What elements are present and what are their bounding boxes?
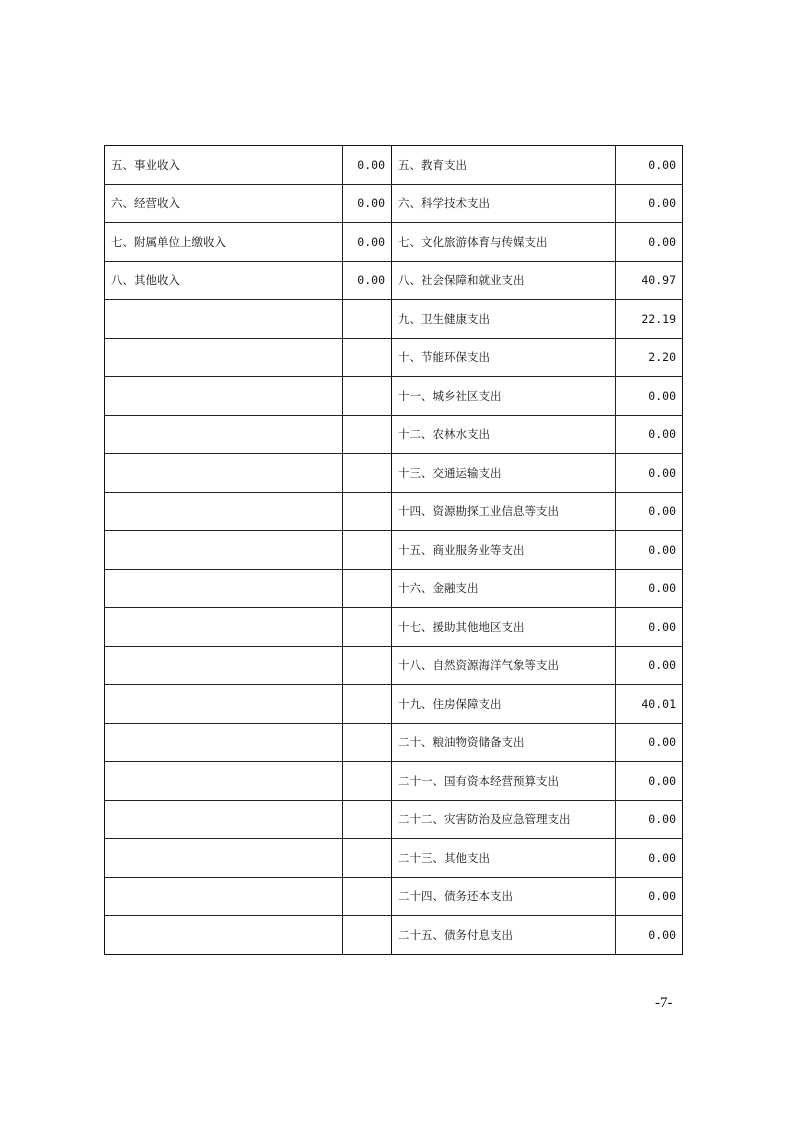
expense-label-cell: 二十、粮油物资储备支出 — [392, 723, 616, 762]
income-value-cell — [343, 492, 392, 531]
expense-value-cell: 40.97 — [616, 261, 683, 300]
expense-label-cell: 二十五、债务付息支出 — [392, 916, 616, 955]
expense-value-cell: 0.00 — [616, 646, 683, 685]
income-value-cell: 0.00 — [343, 261, 392, 300]
expense-value-cell: 0.00 — [616, 569, 683, 608]
expense-value-cell: 40.01 — [616, 685, 683, 724]
income-value-cell — [343, 608, 392, 647]
expense-label-cell: 九、卫生健康支出 — [392, 300, 616, 339]
expense-label-cell: 十九、住房保障支出 — [392, 685, 616, 724]
income-label-cell — [105, 916, 343, 955]
table-row — [105, 646, 683, 685]
budget-table — [104, 145, 683, 955]
expense-label-cell: 八、社会保障和就业支出 — [392, 261, 616, 300]
income-label-cell — [105, 454, 343, 493]
income-value-cell: 0.00 — [343, 184, 392, 223]
table-row — [105, 223, 683, 262]
income-label-cell — [105, 646, 343, 685]
table-row — [105, 839, 683, 878]
expense-label-cell: 十二、农林水支出 — [392, 415, 616, 454]
table-row — [105, 454, 683, 493]
income-label-cell — [105, 338, 343, 377]
table-row — [105, 338, 683, 377]
expense-label-cell: 十四、资源勘探工业信息等支出 — [392, 492, 616, 531]
table-row — [105, 800, 683, 839]
expense-label-cell: 十一、城乡社区支出 — [392, 377, 616, 416]
table-row — [105, 723, 683, 762]
income-label-cell — [105, 762, 343, 801]
expense-label-cell: 二十三、其他支出 — [392, 839, 616, 878]
expense-label-cell: 五、教育支出 — [392, 146, 616, 185]
expense-value-cell: 0.00 — [616, 608, 683, 647]
expense-value-cell: 0.00 — [616, 723, 683, 762]
table-row — [105, 184, 683, 223]
table-row — [105, 531, 683, 570]
table-row — [105, 877, 683, 916]
expense-label-cell: 十八、自然资源海洋气象等支出 — [392, 646, 616, 685]
income-label-cell — [105, 569, 343, 608]
income-value-cell — [343, 916, 392, 955]
income-label-cell — [105, 723, 343, 762]
expense-value-cell: 0.00 — [616, 223, 683, 262]
expense-label-cell: 十六、金融支出 — [392, 569, 616, 608]
expense-label-cell: 二十四、债务还本支出 — [392, 877, 616, 916]
budget-rows — [105, 146, 683, 955]
income-label-cell — [105, 877, 343, 916]
expense-label-cell: 二十一、国有资本经营预算支出 — [392, 762, 616, 801]
table-row — [105, 146, 683, 185]
income-value-cell — [343, 762, 392, 801]
income-label-cell — [105, 531, 343, 570]
income-label-cell — [105, 377, 343, 416]
income-value-cell — [343, 646, 392, 685]
income-label-cell — [105, 492, 343, 531]
income-value-cell — [343, 723, 392, 762]
table-row — [105, 415, 683, 454]
expense-value-cell: 2.20 — [616, 338, 683, 377]
table-row — [105, 261, 683, 300]
expense-label-cell: 七、文化旅游体育与传媒支出 — [392, 223, 616, 262]
income-value-cell: 0.00 — [343, 146, 392, 185]
expense-value-cell: 0.00 — [616, 492, 683, 531]
expense-value-cell: 0.00 — [616, 531, 683, 570]
expense-value-cell: 0.00 — [616, 762, 683, 801]
income-label-cell: 七、附属单位上缴收入 — [105, 223, 343, 262]
table-row — [105, 685, 683, 724]
expense-value-cell: 0.00 — [616, 877, 683, 916]
income-label-cell — [105, 608, 343, 647]
income-label-cell — [105, 800, 343, 839]
income-value-cell — [343, 377, 392, 416]
income-value-cell — [343, 531, 392, 570]
expense-value-cell: 22.19 — [616, 300, 683, 339]
income-value-cell — [343, 415, 392, 454]
income-value-cell — [343, 300, 392, 339]
table-row — [105, 377, 683, 416]
income-label-cell: 六、经营收入 — [105, 184, 343, 223]
expense-value-cell: 0.00 — [616, 800, 683, 839]
expense-value-cell: 0.00 — [616, 415, 683, 454]
table-row — [105, 569, 683, 608]
income-value-cell — [343, 839, 392, 878]
income-label-cell: 五、事业收入 — [105, 146, 343, 185]
income-value-cell — [343, 877, 392, 916]
expense-value-cell: 0.00 — [616, 916, 683, 955]
income-value-cell: 0.00 — [343, 223, 392, 262]
income-label-cell: 八、其他收入 — [105, 261, 343, 300]
table-row — [105, 608, 683, 647]
expense-label-cell: 十三、交通运输支出 — [392, 454, 616, 493]
table-row — [105, 762, 683, 801]
income-value-cell — [343, 800, 392, 839]
expense-value-cell: 0.00 — [616, 377, 683, 416]
page-number: -7- — [655, 995, 673, 1011]
table-row — [105, 916, 683, 955]
expense-label-cell: 二十二、灾害防治及应急管理支出 — [392, 800, 616, 839]
expense-value-cell: 0.00 — [616, 454, 683, 493]
expense-label-cell: 六、科学技术支出 — [392, 184, 616, 223]
income-label-cell — [105, 685, 343, 724]
expense-label-cell: 十、节能环保支出 — [392, 338, 616, 377]
income-value-cell — [343, 338, 392, 377]
expense-label-cell: 十七、援助其他地区支出 — [392, 608, 616, 647]
table-row — [105, 300, 683, 339]
income-value-cell — [343, 454, 392, 493]
income-label-cell — [105, 300, 343, 339]
expense-value-cell: 0.00 — [616, 839, 683, 878]
income-label-cell — [105, 839, 343, 878]
income-value-cell — [343, 569, 392, 608]
income-label-cell — [105, 415, 343, 454]
expense-value-cell: 0.00 — [616, 184, 683, 223]
table-row — [105, 492, 683, 531]
expense-label-cell: 十五、商业服务业等支出 — [392, 531, 616, 570]
expense-value-cell: 0.00 — [616, 146, 683, 185]
income-value-cell — [343, 685, 392, 724]
